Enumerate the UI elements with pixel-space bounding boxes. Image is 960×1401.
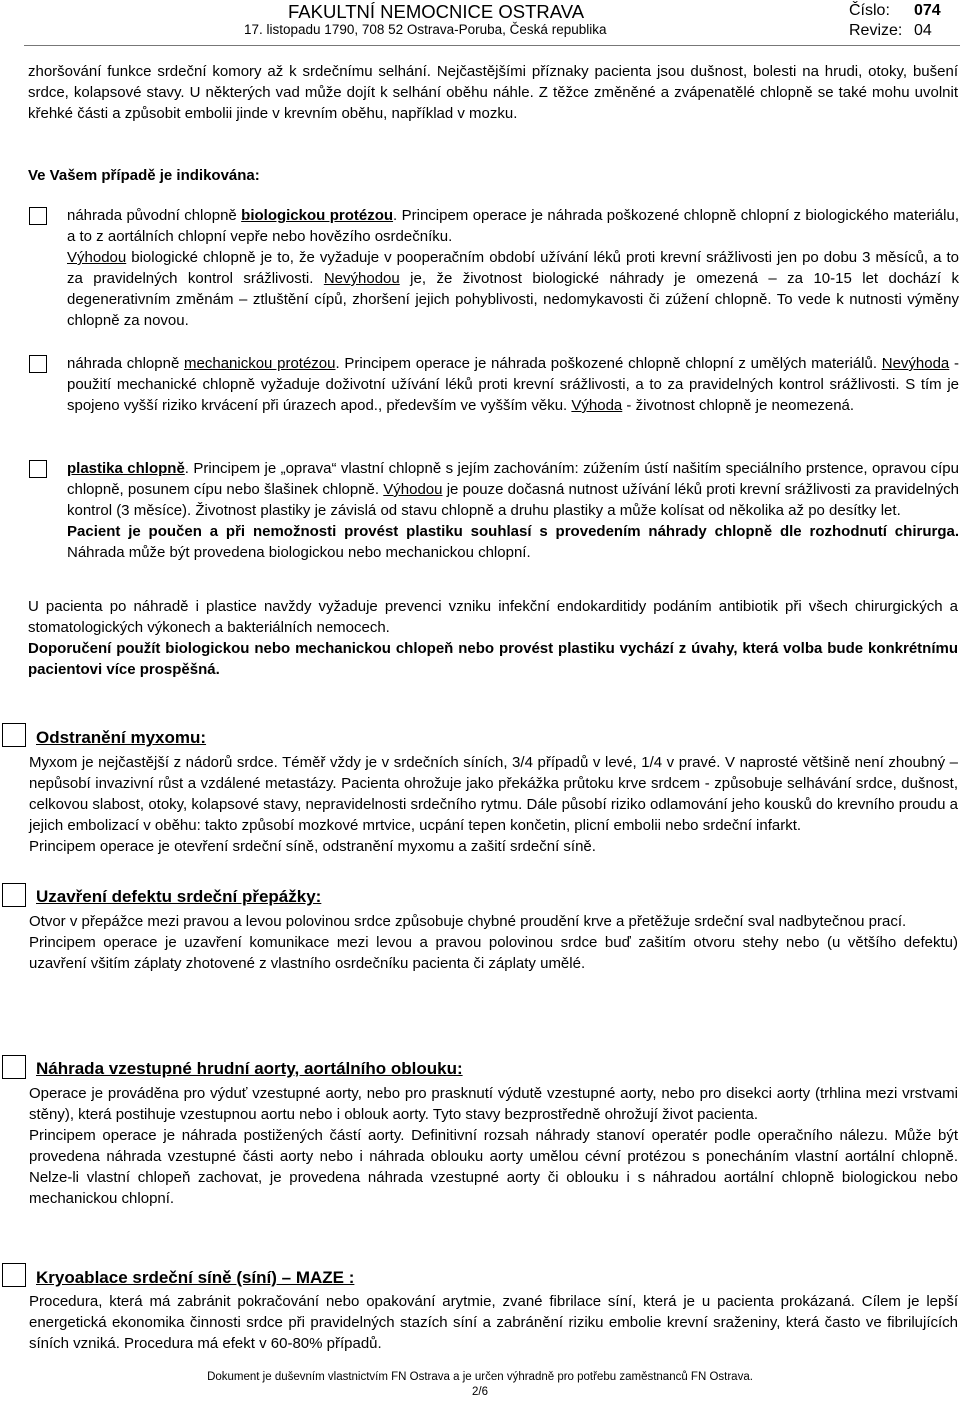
option-mechanical-text-2: - použití mechanické chlopně vyžaduje doživotní užívání léků proti krevní srážlivosti, a to za pravidelných kontrol srážlivosti. S tím je spojeno vyšší riziko krvácení při úrazech apod., především ve vyšším věku. (67, 355, 959, 414)
checkbox-mechanical[interactable] (29, 355, 47, 373)
prevention-paragraph: U pacienta po náhradě i plastice navždy vyžaduje prevenci vzniku infekční endokarditidy podáním antibiotik při všech chirurgických a stomatologických výkonech a bakteriálních nemocech. (28, 598, 958, 636)
option-mechanical-advantage-label: Výhoda (571, 397, 623, 414)
section-aorta-text-2: Principem operace je náhrada postižených částí aorty. Definitivní rozsah náhrady stanoví operatér podle operačního nálezu. Může být provedena náhrada vzestupné části aorty nebo i náhrada oblouku aorty umělou cévní protézou s ponecháním vlastní aortální chlopně. Nelze-li vlastní chlopeň zachovat, je provedena náhrada vzestupné aorty či oblouku i s náhradou aortální chlopně biologickou nebo mechanickou chlopní. (29, 1127, 958, 1207)
option-mechanical-title: mechanickou protézou (184, 355, 336, 372)
option-biological-text-1: . Principem operace je náhrada poškozené chlopně chlopní z biologického materiálu, a to z aortálních chlopní vepře nebo hovězího osrdečníku. (67, 207, 959, 245)
option-plastika-text-3: Náhrada může být provedena biologickou nebo mechanickou chlopní. (67, 544, 531, 561)
option-plastika (67, 458, 959, 563)
option-plastika-advantage-label: Výhodou (383, 481, 443, 498)
document-number-label: Číslo: (849, 2, 890, 19)
page-number: 2/6 (472, 1386, 488, 1398)
checkbox-aorta[interactable] (2, 1055, 26, 1079)
checkbox-biological[interactable] (29, 207, 47, 225)
document-number-value: 074 (914, 2, 941, 19)
option-biological-disadvantage-label: Nevýhodou (323, 270, 400, 287)
revision-label: Revize: (849, 22, 903, 39)
section-defekt-body (29, 911, 958, 974)
section-defekt-title: Uzavření defektu srdeční přepážky: (36, 887, 322, 906)
section-myxom-text-1: Myxom je nejčastější z nádorů srdce. Téměř vždy je v srdečních síních, 3/4 případů v levé, 1/4 v pravé. V naprosté většině není zhoubný – nepůsobí invazivní růst a vzdálené metastázy. Pacienta ohrožuje jako překážka průtoku krve srdcem - způsobuje selhávání srdce, dušnost, celkovou slabost, otoky, kolapsové stavy, nepravidelnosti srdečního rytmu. Dále působí riziko odlamování jeho kousků do krevního proudu a jejich embolizací v oběhu: takto způsobí mozkové mrtvice, ucpání tepen končetin, plicní embolii nebo srdeční infarkt. (29, 754, 958, 834)
section-maze-title: Kryoablace srdeční síně (síní) – MAZE : (36, 1268, 355, 1287)
option-plastika-consent: Pacient je poučen a při nemožnosti provést plastiku souhlasí s provedením náhrady chlopně dle rozhodnutí chirurga. (67, 523, 959, 540)
option-mechanical-text-3: - životnost chlopně je neomezená. (622, 397, 855, 414)
option-plastika-text-2: je pouze dočasná nutnost užívání léků proti krevní srážlivosti za pravidelných kontrol (3 měsíce). Životnost plastiky je závislá od stavu chlopně a druhu plastiky a může kolísat od několika až po desítky let. (67, 481, 959, 519)
section-maze-body (29, 1291, 958, 1354)
option-biological-advantage-label: Výhodou (67, 249, 127, 266)
section-aorta-body (29, 1083, 958, 1209)
checkbox-maze[interactable] (2, 1263, 26, 1287)
option-biological (67, 205, 959, 331)
indicated-heading: Ve Vašem případě je indikována: (28, 167, 260, 184)
hospital-address: 17. listopadu 1790, 708 52 Ostrava-Poruba, Česká republika (244, 22, 607, 37)
option-plastika-title: plastika chlopně (67, 460, 185, 477)
header-divider (24, 45, 960, 46)
section-myxom-body (29, 752, 958, 857)
section-maze-text-1: Procedura, která má zabránit pokračování nebo opakování arytmie, zvané fibrilace síní, která je u pacienta prokázaná. Cílem je lepší energetická ekonomika činnosti srdce při pravidelných stazích síní a zabránění riziku embolie krevní sraženiny, která často ve fibrilujících síních vzniká. Procedura má efekt v 60-80% případů. (29, 1293, 958, 1352)
hospital-name: FAKULTNÍ NEMOCNICE OSTRAVA (288, 1, 585, 22)
section-myxom-title: Odstranění myxomu: (36, 728, 207, 747)
checkbox-myxom[interactable] (2, 723, 26, 747)
checkbox-plastika[interactable] (29, 460, 47, 478)
option-mechanical (67, 353, 959, 416)
option-biological-text-3: je, že životnost biologické náhrady je omezená – za 10-15 let dochází k degenerativním změnám – ztluštění cípů, zhoršení jejich pohyblivosti, nedomykavosti či zúžení chlopně. To vede k nutnosti výměny chlopně za novou. (67, 270, 960, 329)
revision-value: 04 (914, 22, 932, 39)
option-mechanical-lead: náhrada chlopně (67, 355, 185, 372)
option-biological-text-2: biologické chlopně je to, že vyžaduje v pooperačním období užívání léků proti krevní srážlivosti jen po dobu 3 měsíců, a to za pravidelných kontrol srážlivosti. (67, 249, 959, 287)
footer-note: Dokument je duševním vlastnictvím FN Ostrava a je určen výhradně pro potřebu zaměstnanců FN Ostrava. (207, 1371, 753, 1383)
section-defekt-text-2: Principem operace je uzavření komunikace mezi levou a pravou polovinou srdce buď zašitím otvoru stehy nebo (u většího defektu) uzavření všitím záplaty zhotovené z vlastního osrdečníku pacienta či záplaty umělé. (29, 934, 958, 972)
option-biological-lead: náhrada původní chlopně (67, 207, 242, 224)
section-aorta-title: Náhrada vzestupné hrudní aorty, aortálního oblouku: (36, 1059, 463, 1078)
option-mechanical-text-1: . Principem operace je náhrada poškozené chlopně chlopní z umělých materiálů. (335, 355, 882, 372)
section-myxom-text-2: Principem operace je otevření srdeční síně, odstranění myxomu a zašití srdeční síně. (29, 838, 596, 855)
checkbox-defekt[interactable] (2, 883, 26, 907)
page-header (0, 0, 960, 50)
option-biological-title: biologickou protézou (241, 207, 394, 224)
option-mechanical-disadvantage-label: Nevýhoda (881, 355, 950, 372)
section-aorta-text-1: Operace je prováděna pro výduť vzestupné aorty, nebo pro prasknutí výdutě vzestupné aorty, nebo pro disekci aorty (trhlina mezi vrstvami stěny), která postihuje vzestupnou aortu nebo i oblouk aorty. Tyto stavy bezprostředně ohrožují život pacienta. (29, 1085, 958, 1123)
intro-paragraph: zhoršování funkce srdeční komory až k srdečnímu selhání. Nejčastějšími příznaky pacienta jsou dušnost, bolesti na hrudi, otoky, bušení srdce, kolapsové stavy. U některých vad může dojít k selhání oběhu náhle. Z těžce změněné a zvápenatělé chlopně se také mohu uvolnit křehké části a způsobit embolii jinde v krevním oběhu, například v mozku. (28, 63, 958, 122)
option-plastika-text-1: . Principem je „oprava“ vlastní chlopně s jejím zachováním: zúžením ústí našitím speciálního prstence, opravou cípu chlopně, posunem cípu nebo šlašinek chlopně. (67, 460, 959, 498)
section-defekt-text-1: Otvor v přepážce mezi pravou a levou polovinou srdce způsobuje chybné proudění krve a přetěžuje srdeční sval nadbytečnou prací. (29, 913, 907, 930)
recommendation-paragraph: Doporučení použít biologickou nebo mechanickou chlopeň nebo provést plastiku vychází z úvahy, která volba bude konkrétnímu pacientovi více prospěšná. (28, 640, 958, 678)
